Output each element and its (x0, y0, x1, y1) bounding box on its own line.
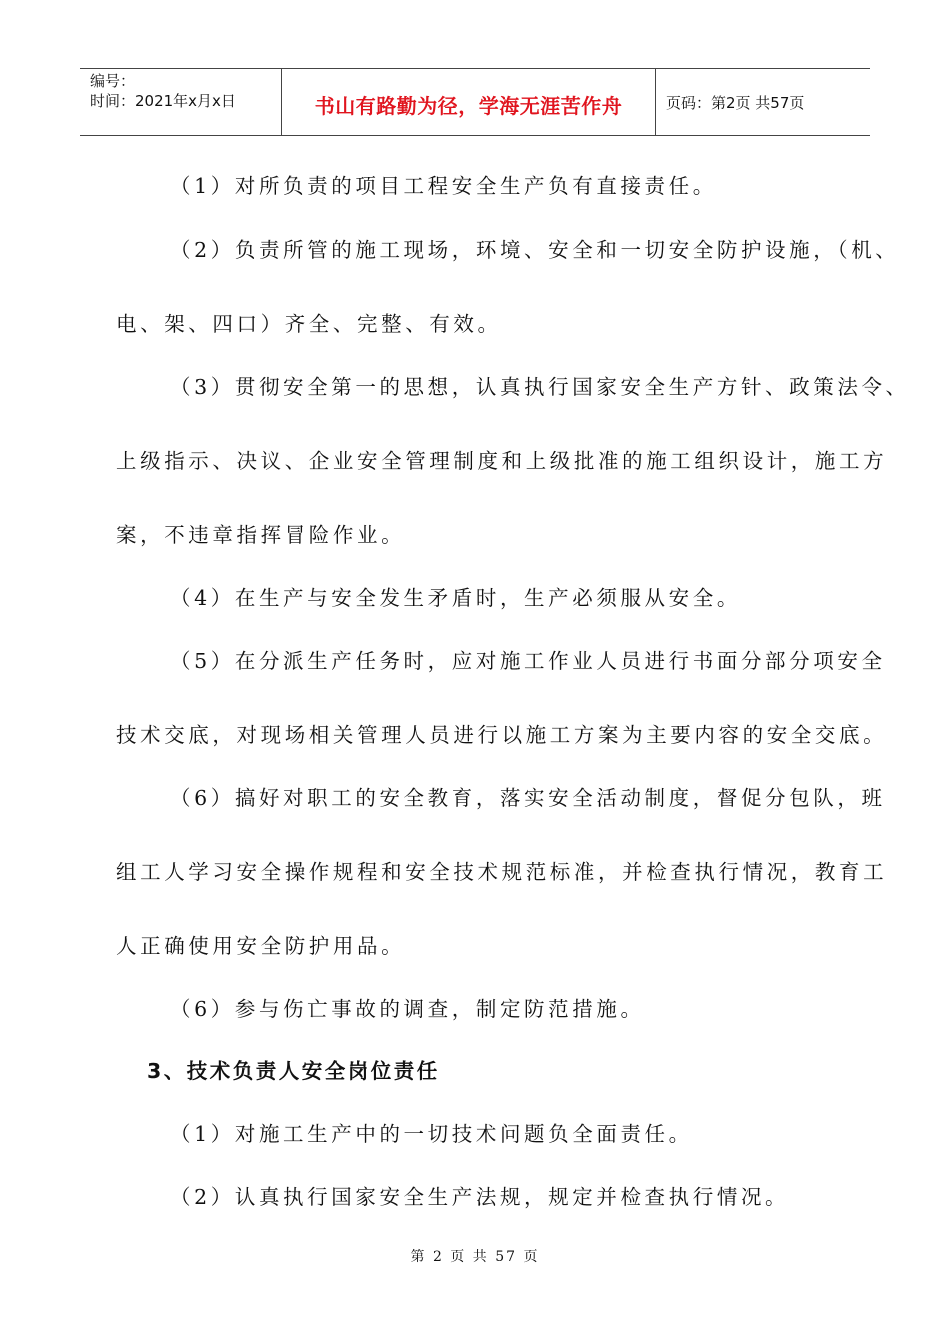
page-footer: 第 2 页 共 57 页 (410, 1249, 540, 1265)
paragraph-line: （2）负责所管的施工现场，环境、安全和一切安全防护设施，（机、 (170, 238, 900, 262)
paragraph-line: 上级指示、决议、企业安全管理制度和上级批准的施工组织设计，施工方 (116, 449, 888, 473)
paragraph-line: 人正确使用安全防护用品。 (116, 934, 406, 958)
header-meta (80, 69, 282, 135)
paragraph-line: 组工人学习安全操作规程和安全技术规范标准，并检查执行情况，教育工 (116, 860, 888, 884)
paragraph-line: （5）在分派生产任务时，应对施工作业人员进行书面分部分项安全 (170, 649, 886, 673)
paragraph-line: （1）对所负责的项目工程安全生产负有直接责任。 (170, 174, 717, 198)
paragraph-line: （2）认真执行国家安全生产法规，规定并检查执行情况。 (170, 1185, 790, 1209)
paragraph-line: （6）参与伤亡事故的调查，制定防范措施。 (170, 997, 645, 1021)
header-page-info: 页码：第2页 共57页 (666, 93, 805, 112)
paragraph-line: （6）搞好对职工的安全教育，落实安全活动制度，督促分包队，班 (170, 786, 886, 810)
date-label: 时间：2021年x月x日 (90, 92, 236, 110)
paragraph-line: （4）在生产与安全发生矛盾时，生产必须服从安全。 (170, 586, 741, 610)
paragraph-line: 案，不违章指挥冒险作业。 (116, 523, 406, 547)
section-heading: 3、技术负责人安全岗位责任 (147, 1059, 440, 1083)
serial-label: 编号： (90, 72, 136, 90)
paragraph-line: 电、架、四口）齐全、完整、有效。 (116, 312, 502, 336)
paragraph-line: 技术交底，对现场相关管理人员进行以施工方案为主要内容的安全交底。 (116, 723, 888, 747)
paragraph-line: （1）对施工生产中的一切技术问题负全面责任。 (170, 1122, 693, 1146)
page-header (80, 68, 870, 136)
header-motto: 书山有路勤为径，学海无涯苦作舟 (282, 69, 656, 135)
paragraph-line: （3）贯彻安全第一的思想，认真执行国家安全生产方针、政策法令、 (170, 375, 910, 399)
